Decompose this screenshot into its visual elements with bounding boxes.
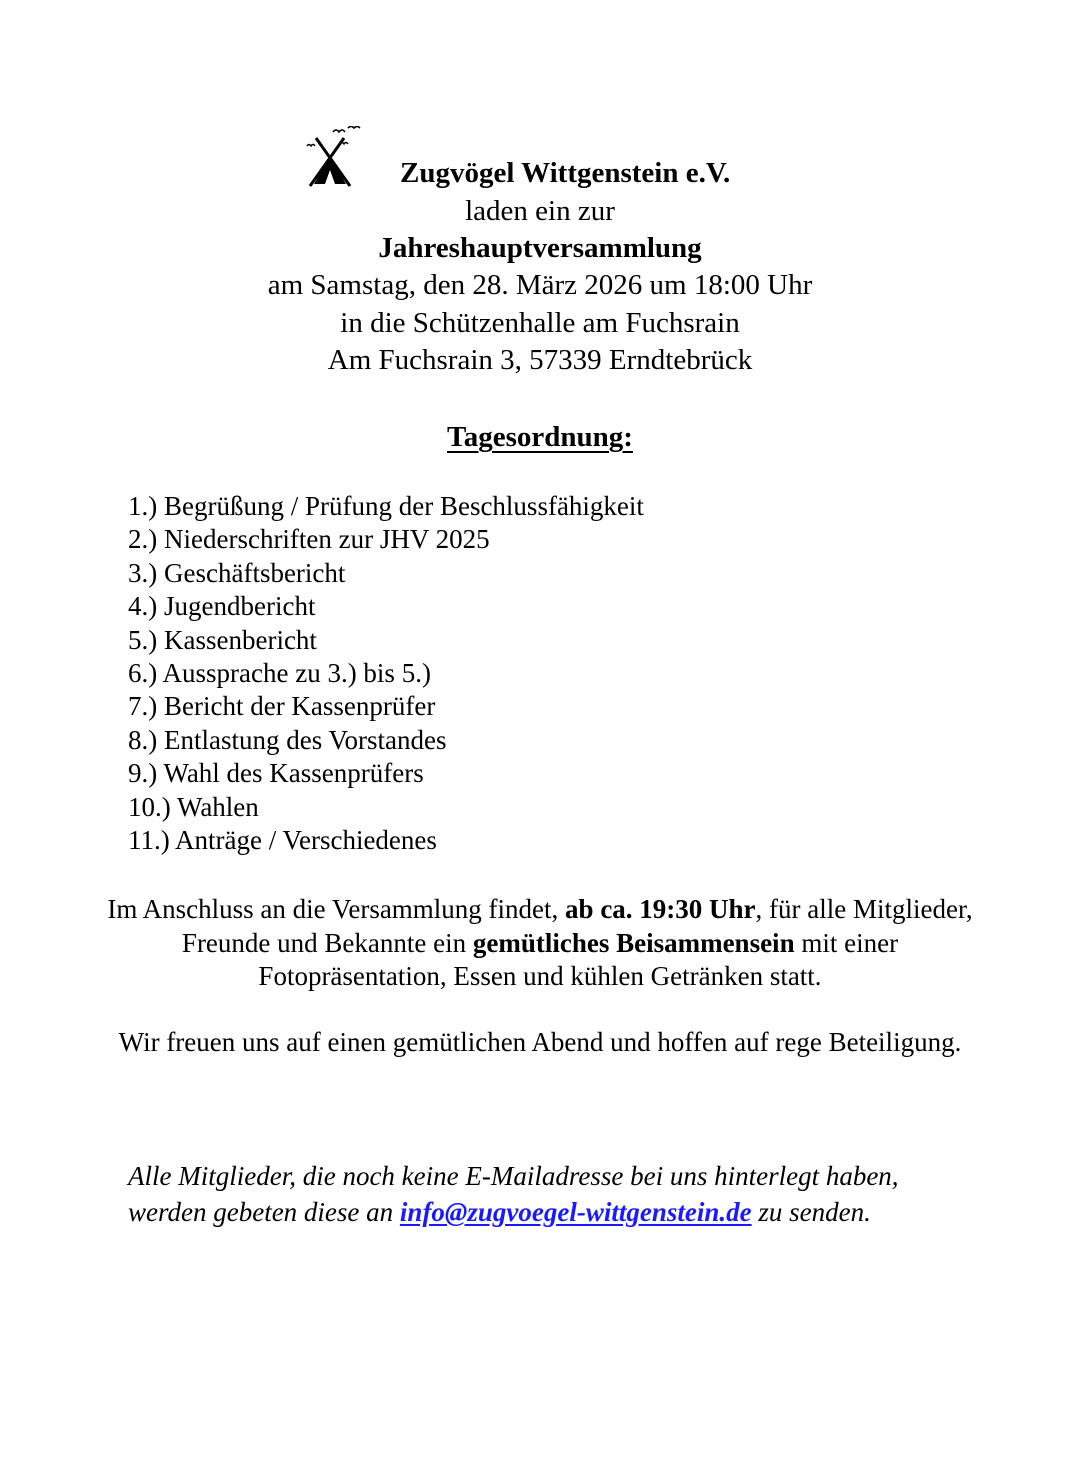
after-event-paragraph bbox=[100, 893, 980, 994]
agenda-item: 8.) Entlastung des Vorstandes bbox=[128, 724, 447, 755]
agenda-item: 11.) Anträge / Verschiedenes bbox=[128, 825, 437, 856]
organization-name: Zugvögel Wittgenstein e.V. bbox=[400, 157, 731, 189]
agenda-item: 4.) Jugendbericht bbox=[128, 591, 316, 622]
agenda-item: 6.) Aussprache zu 3.) bis 5.) bbox=[128, 658, 431, 689]
email-link[interactable]: info@zugvoegel-wittgenstein.de bbox=[399, 1197, 752, 1227]
after-event-text-2: , für alle Mitglieder, Freunde und Bekannte ein bbox=[181, 894, 973, 958]
tent-with-birds-icon bbox=[300, 126, 366, 188]
after-event-text-1: Im Anschluss an die Versammlung findet, bbox=[107, 894, 566, 924]
agenda-item: 3.) Geschäftsbericht bbox=[128, 557, 346, 588]
invite-text: laden ein zur bbox=[465, 195, 615, 227]
agenda-item: 5.) Kassenbericht bbox=[128, 624, 317, 655]
event-title: Jahreshauptversammlung bbox=[378, 232, 702, 264]
event-address: Am Fuchsrain 3, 57339 Erndtebrück bbox=[327, 344, 753, 376]
closing-paragraph: Wir freuen uns auf einen gemütlichen Abend und hoffen auf rege Beteiligung. bbox=[118, 1027, 962, 1057]
event-venue: in die Schützenhalle am Fuchsrain bbox=[340, 307, 740, 339]
agenda-item: 2.) Niederschriften zur JHV 2025 bbox=[128, 524, 490, 555]
agenda-list bbox=[128, 490, 644, 857]
agenda-item: 10.) Wahlen bbox=[128, 791, 259, 822]
email-note bbox=[128, 1158, 988, 1230]
email-note-text-start: werden gebeten diese an bbox=[128, 1197, 400, 1227]
email-note-line-1: Alle Mitglieder, die noch keine E-Mailadresse bei uns hinterlegt haben, bbox=[128, 1161, 899, 1191]
after-event-social: gemütliches Beisammensein bbox=[472, 927, 795, 958]
event-date: am Samstag, den 28. März 2026 um 18:00 Uhr bbox=[267, 269, 813, 301]
agenda-item: 7.) Bericht der Kassenprüfer bbox=[128, 691, 436, 722]
email-note-text-end: zu senden. bbox=[751, 1197, 871, 1227]
agenda-heading: Tagesordnung: bbox=[447, 421, 633, 453]
email-note-line-2 bbox=[128, 1194, 988, 1230]
after-event-text-3: mit einer Fotopräsentation, Essen und kühlen Getränken statt. bbox=[258, 927, 899, 991]
after-event-time: ab ca. 19:30 Uhr bbox=[565, 894, 756, 924]
agenda-item: 9.) Wahl des Kassenprüfers bbox=[128, 758, 424, 789]
agenda-item: 1.) Begrüßung / Prüfung der Beschlussfähigkeit bbox=[128, 491, 644, 521]
